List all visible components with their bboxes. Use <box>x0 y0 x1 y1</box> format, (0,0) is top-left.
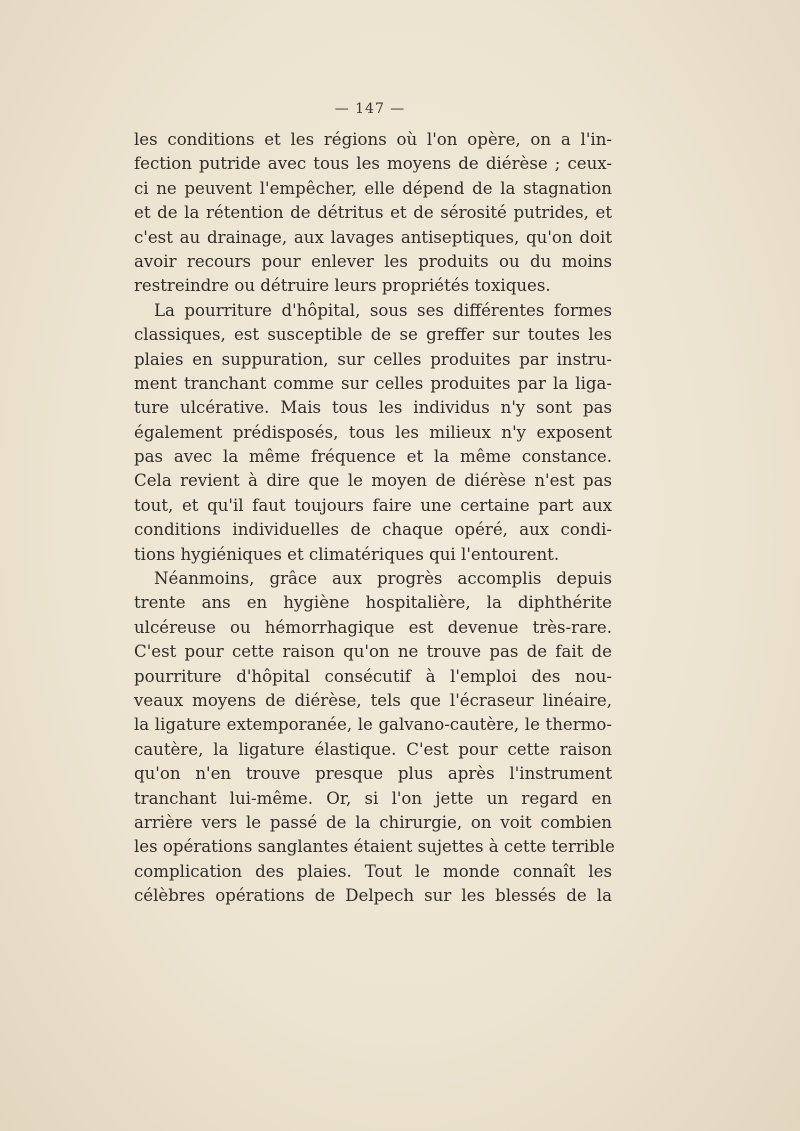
text-line: plaies en suppuration, sur celles produites par instru- <box>134 349 612 369</box>
text-line: c'est au drainage, aux lavages antiseptiques, qu'on doit <box>134 227 612 247</box>
text-line: ment tranchant comme sur celles produites par la liga- <box>134 373 612 393</box>
text-line: pourriture d'hôpital consécutif à l'emploi des nou- <box>134 666 612 686</box>
text-line: la ligature extemporanée, le galvano-cautère, le thermo- <box>134 715 612 735</box>
text-line: La pourriture d'hôpital, sous ses différentes formes <box>154 300 612 320</box>
page-number: — 147 — <box>334 101 406 117</box>
text-line: célèbres opérations de Delpech sur les blessés de la <box>134 886 612 906</box>
text-line: ulcéreuse ou hémorrhagique est devenue très-rare. <box>134 617 612 637</box>
body-text <box>134 128 615 909</box>
text-line: pas avec la même fréquence et la même constance. <box>134 447 612 467</box>
text-line: arrière vers le passé de la chirurgie, on voit combien <box>134 812 612 832</box>
text-line: Néanmoins, grâce aux progrès accomplis depuis <box>154 569 612 589</box>
text-line: conditions individuelles de chaque opéré, aux condi- <box>134 520 612 540</box>
text-line: également prédisposés, tous les milieux n'y exposent <box>134 422 612 442</box>
text-line: les opérations sanglantes étaient sujettes à cette terrible <box>134 837 615 857</box>
text-line: et de la rétention de détritus et de sérosité putrides, et <box>134 203 612 223</box>
text-line: complication des plaies. Tout le monde connaît les <box>134 861 612 881</box>
text-line: les conditions et les régions où l'on opère, on a l'in- <box>134 130 612 149</box>
text-line: ture ulcérative. Mais tous les individus n'y sont pas <box>134 398 612 418</box>
text-line: trente ans en hygiène hospitalière, la diphthérite <box>134 593 612 613</box>
text-line: Cela revient à dire que le moyen de diérèse n'est pas <box>134 471 612 491</box>
text-line: ci ne peuvent l'empêcher, elle dépend de la stagnation <box>134 178 612 198</box>
text-line: avoir recours pour enlever les produits ou du moins <box>134 251 612 271</box>
text-line: qu'on n'en trouve presque plus après l'instrument <box>134 764 612 784</box>
text-line: tions hygiéniques et climatériques qui l'entourent. <box>134 544 560 564</box>
text-line: veaux moyens de diérèse, tels que l'écraseur linéaire, <box>134 690 612 710</box>
text-line: C'est pour cette raison qu'on ne trouve pas de fait de <box>134 642 612 662</box>
text-line: restreindre ou détruire leurs propriétés toxiques. <box>134 276 551 296</box>
text-line: tout, et qu'il faut toujours faire une certaine part aux <box>134 495 612 515</box>
text-line: fection putride avec tous les moyens de diérèse ; ceux- <box>134 154 612 174</box>
text-line: tranchant lui-même. Or, si l'on jette un regard en <box>134 788 612 808</box>
text-line: cautère, la ligature élastique. C'est pour cette raison <box>134 739 612 759</box>
text-line: classiques, est susceptible de se greffer sur toutes les <box>134 325 612 345</box>
